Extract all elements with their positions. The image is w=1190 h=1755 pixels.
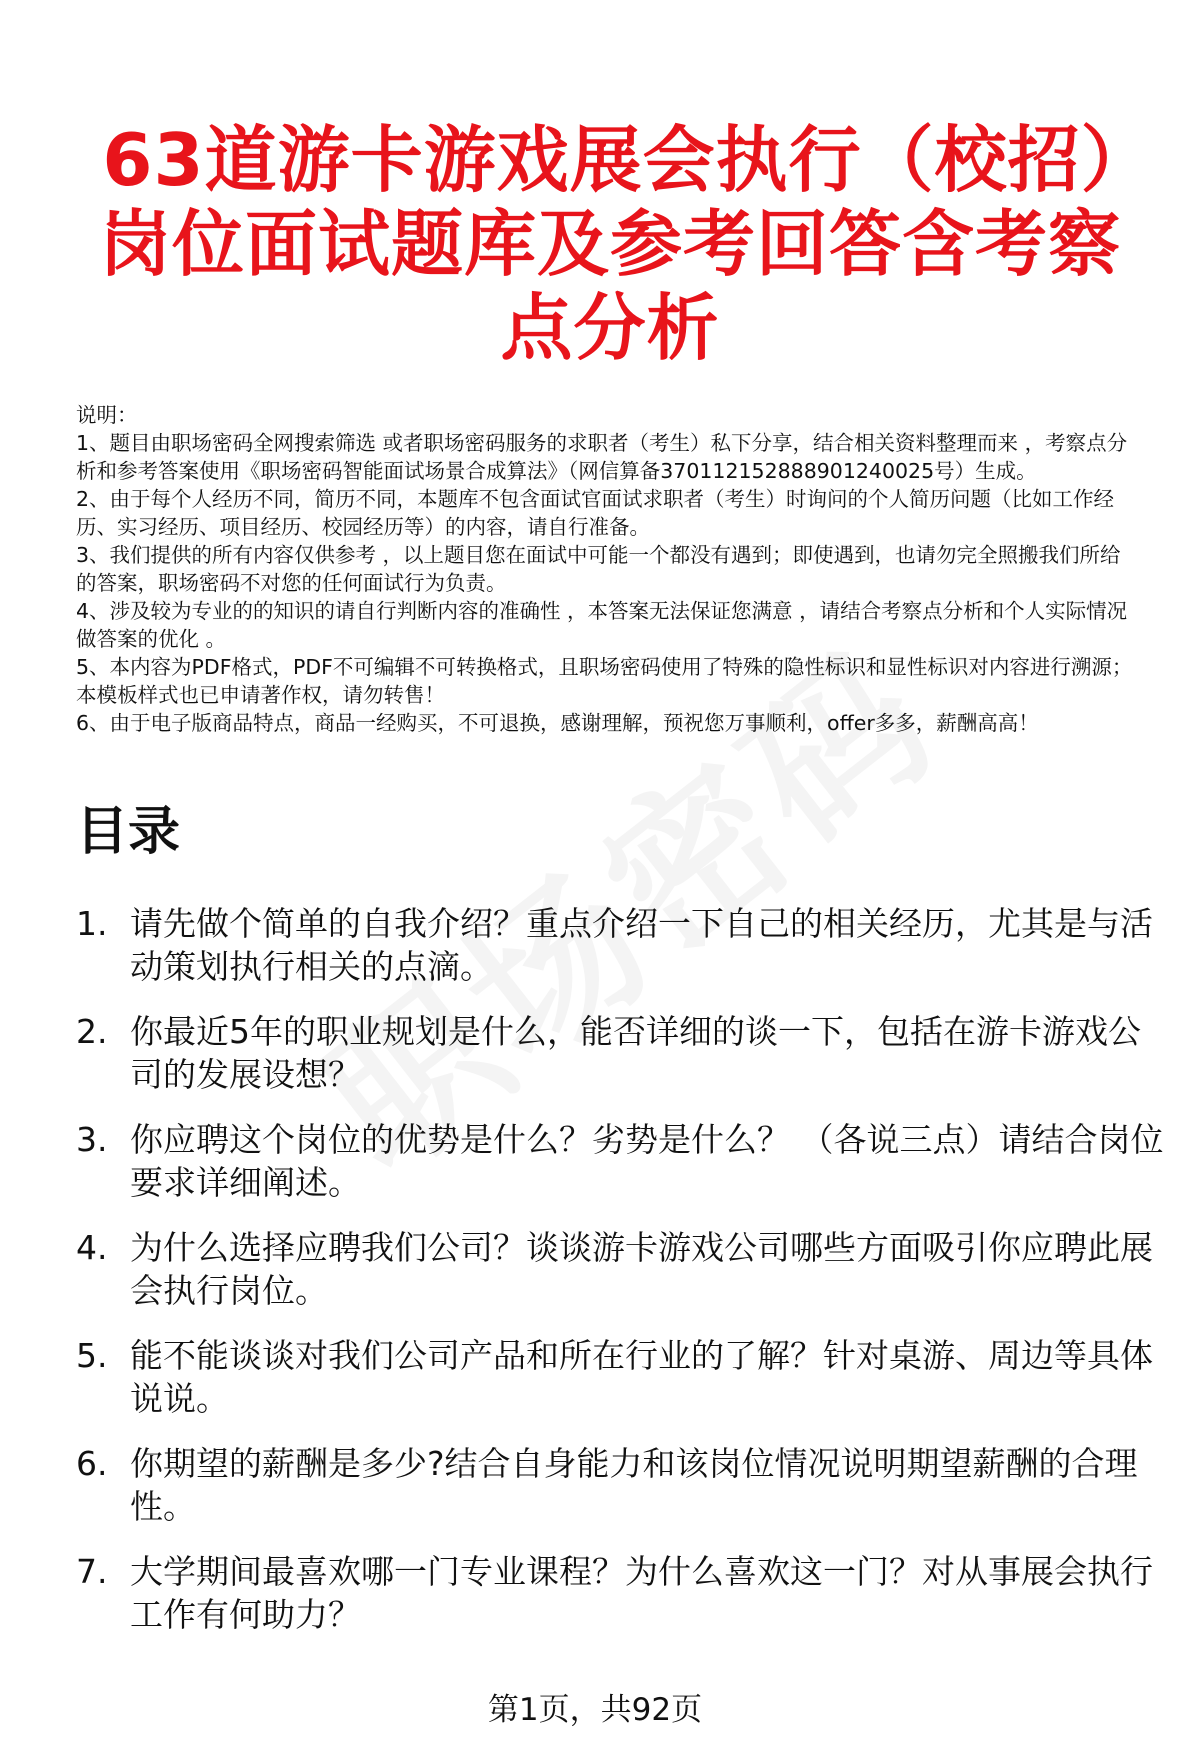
toc-item-text: 为什么选择应聘我们公司？谈谈游卡游戏公司哪些方面吸引你应聘此展会执行岗位。 [130, 1228, 1153, 1310]
toc-item-number: 2. [76, 1012, 108, 1051]
toc-item-text: 你应聘这个岗位的优势是什么？劣势是什么？ （各说三点）请结合岗位要求详细阐述。 [130, 1120, 1164, 1202]
toc-item[interactable] [76, 1118, 1166, 1204]
toc-item[interactable] [76, 1334, 1166, 1420]
toc-item[interactable] [76, 1010, 1166, 1096]
toc-item[interactable] [76, 1442, 1166, 1528]
toc-heading: 目录 [76, 802, 181, 862]
note-item: 6、由于电子版商品特点，商品一经购买，不可退换，感谢理解，预祝您万事顺利，offer多多，薪酬高高！ [76, 711, 1039, 735]
note-item: 5、本内容为PDF格式，PDF不可编辑不可转换格式，且职场密码使用了特殊的隐性标识和显性标识对内容进行溯源；本模板样式也已申请著作权，请勿转售！ [76, 655, 1133, 707]
note-item: 4、涉及较为专业的的知识的请自行判断内容的准确性 ，本答案无法保证您满意 ，请结合考察点分析和个人实际情况做答案的优化 。 [76, 599, 1128, 651]
toc-item-number: 4. [76, 1228, 108, 1267]
notes-section [76, 401, 1136, 737]
toc-item[interactable] [76, 902, 1166, 988]
toc-item-text: 大学期间最喜欢哪一门专业课程？为什么喜欢这一门？对从事展会执行工作有何助力？ [130, 1552, 1153, 1634]
note-item: 2、由于每个人经历不同，简历不同，本题库不包含面试官面试求职者（考生）时询问的个人简历问题（比如工作经历、实习经历、项目经历、校园经历等）的内容，请自行准备。 [76, 487, 1115, 539]
toc-item-text: 能不能谈谈对我们公司产品和所在行业的了解？针对桌游、周边等具体说说。 [130, 1336, 1153, 1418]
page-title: 63道游卡游戏展会执行（校招）岗位面试题库及参考回答含考察点分析 [98, 118, 1121, 370]
toc-item[interactable] [76, 1550, 1166, 1636]
toc-item-number: 1. [76, 904, 108, 943]
note-item: 3、我们提供的所有内容仅供参考 ，以上题目您在面试中可能一个都没有遇到；即使遇到，也请勿完全照搬我们所给的答案，职场密码不对您的任何面试行为负责。 [76, 543, 1121, 595]
page-footer: 第1页，共92页 [487, 1692, 703, 1728]
toc-item-text: 你期望的薪酬是多少?结合自身能力和该岗位情况说明期望薪酬的合理性。 [130, 1444, 1138, 1526]
toc-item[interactable] [76, 1226, 1166, 1312]
toc-item-text: 请先做个简单的自我介绍？重点介绍一下自己的相关经历，尤其是与活动策划执行相关的点滴。 [130, 904, 1153, 986]
toc-list [76, 902, 1166, 1658]
notes-label: 说明： [76, 403, 138, 427]
note-item: 1、题目由职场密码全网搜索筛选 或者职场密码服务的求职者（考生）私下分享，结合相关资料整理而来 ，考察点分析和参考答案使用《职场密码智能面试场景合成算法》（网信算备370112152888901240025号）生成。 [76, 431, 1128, 483]
toc-item-text: 你最近5年的职业规划是什么，能否详细的谈一下，包括在游卡游戏公司的发展设想？ [130, 1012, 1141, 1094]
toc-item-number: 5. [76, 1336, 108, 1375]
toc-item-number: 7. [76, 1552, 108, 1591]
toc-item-number: 3. [76, 1120, 108, 1159]
toc-item-number: 6. [76, 1444, 108, 1483]
